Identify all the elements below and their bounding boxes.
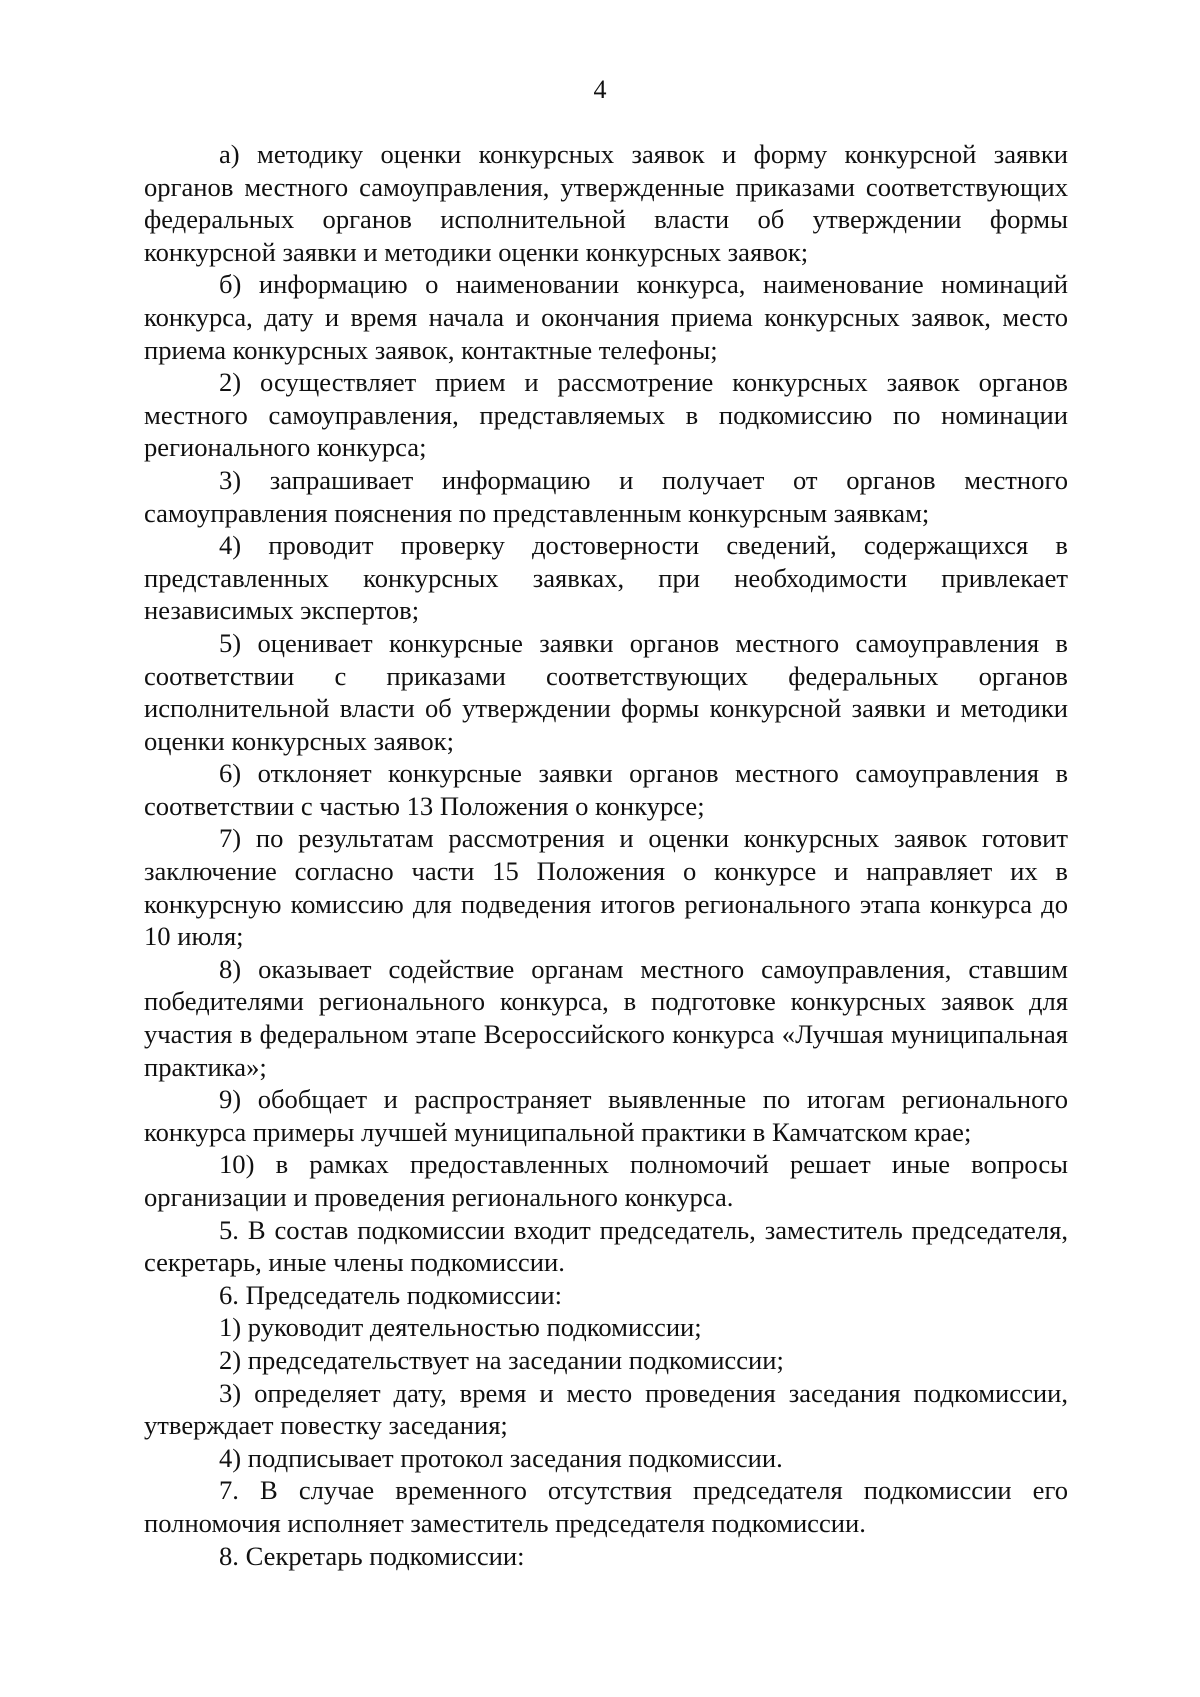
section-7-deputy: 7. В случае временного отсутствия председателя подкомиссии его полномочия исполняет заместитель председателя подкомиссии. (144, 1475, 1068, 1538)
paragraph-9-disseminates-practice: 9) обобщает и распространяет выявленные по итогам регионального конкурса примеры лучшей муниципальной практики в Камчатском крае; (144, 1084, 1068, 1147)
chairman-duty-1: 1) руководит деятельностью подкомиссии; (219, 1312, 702, 1343)
chairman-duty-2: 2) председательствует на заседании подкомиссии; (219, 1344, 784, 1375)
chairman-duty-4: 4) подписывает протокол заседания подкомиссии. (219, 1442, 783, 1473)
section-5-composition: 5. В состав подкомиссии входит председатель, заместитель председателя, секретарь, иные члены подкомиссии. (144, 1214, 1068, 1278)
paragraph-a-methodology: а) методику оценки конкурсных заявок и форму конкурсной заявки органов местного самоуправления, утвержденные приказами соответствующих федеральных органов исполнительной власти об утверждении формы конкурсной заявки и методики оценки конкурсных заявок; (144, 139, 1068, 267)
chairman-duty-3: 3) определяет дату, время и место проведения заседания подкомиссии, утверждает повестку заседания; (144, 1377, 1068, 1441)
paragraph-7-prepares-conclusion: 7) по результатам рассмотрения и оценки конкурсных заявок готовит заключение согласно части 15 Положения о конкурсе и направляет их в конкурсную комиссию для подведения итогов регионального этапа конкурса до 10 июля; (144, 823, 1068, 952)
paragraph-8-assists-winners: 8) оказывает содействие органам местного самоуправления, ставшим победителями регионального конкурса, в подготовке конкурсных заявок для участия в федеральном этапе Всероссийского конкурса «Лучшая муниципальная практика»; (144, 953, 1068, 1082)
paragraph-6-rejects-applications: 6) отклоняет конкурсные заявки органов местного самоуправления в соответствии с частью 13 Положения о конкурсе; (144, 758, 1068, 821)
paragraph-4-verifies-data: 4) проводит проверку достоверности сведений, содержащихся в представленных конкурсных заявках, при необходимости привлекает независимых экспертов; (144, 530, 1068, 626)
paragraph-3-requests-information: 3) запрашивает информацию и получает от органов местного самоуправления пояснения по представленным конкурсным заявкам; (144, 464, 1068, 528)
section-8-secretary: 8. Секретарь подкомиссии: (219, 1540, 525, 1571)
document-body (144, 138, 1068, 1572)
paragraph-b-information: б) информацию о наименовании конкурса, наименование номинаций конкурса, дату и время начала и окончания приема конкурсных заявок, место приема конкурсных заявок, контактные телефоны; (144, 269, 1068, 365)
paragraph-10-other-matters: 10) в рамках предоставленных полномочий решает иные вопросы организации и проведения регионального конкурса. (144, 1149, 1068, 1212)
paragraph-2-accepts-applications: 2) осуществляет прием и рассмотрение конкурсных заявок органов местного самоуправления, представляемых в подкомиссию по номинации регионального конкурса; (144, 367, 1068, 463)
section-6-chairman: 6. Председатель подкомиссии: (219, 1279, 562, 1310)
page-number: 4 (593, 75, 607, 104)
paragraph-5-evaluates-applications: 5) оценивает конкурсные заявки органов местного самоуправления в соответствии с приказами соответствующих федеральных органов исполнительной власти об утверждении формы конкурсной заявки и методики оценки конкурсных заявок; (144, 627, 1068, 756)
